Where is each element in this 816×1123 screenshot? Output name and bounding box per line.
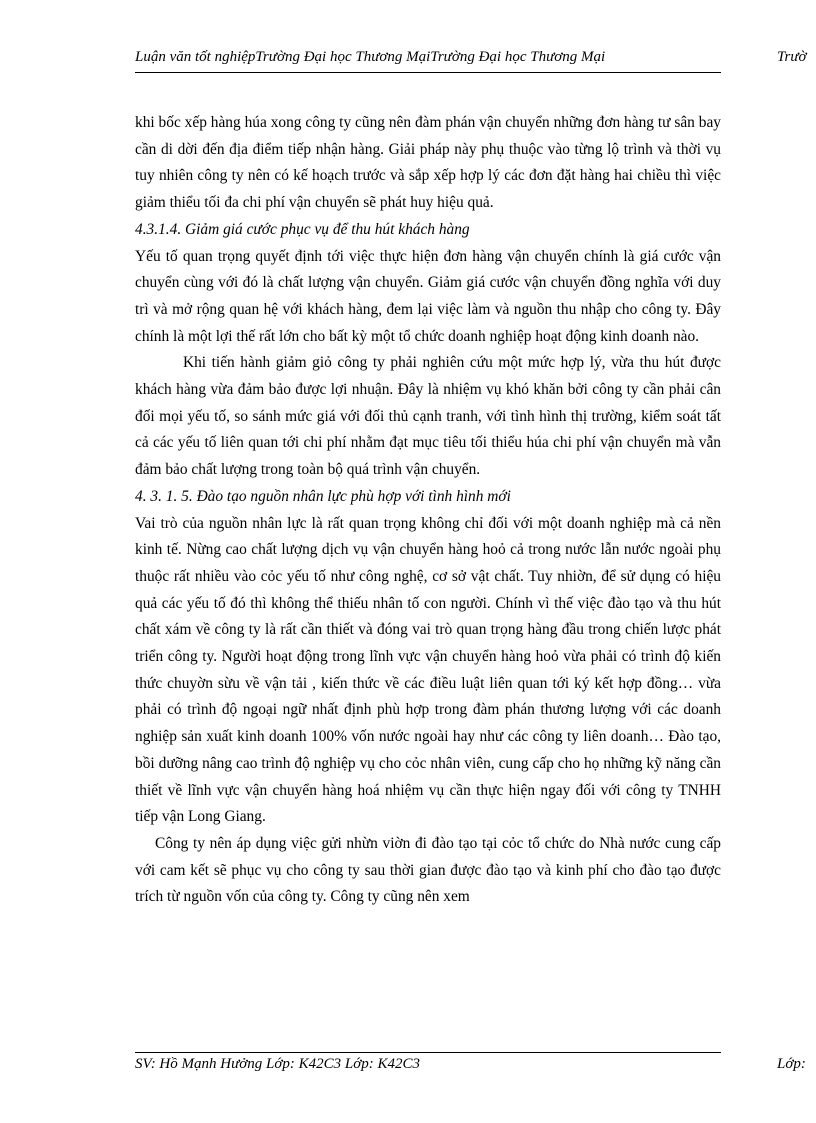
- section-heading-4-3-1-5: 4. 3. 1. 5. Đào tạo nguồn nhân lực phù hợp với tình hình mới: [135, 487, 511, 505]
- paragraph-staff-training: Công ty nên áp dụng việc gửi nhừn viờn đi đào tạo tại cỏc tổ chức do Nhà nước cung cấp với cam kết sẽ phục vụ cho công ty sau thời gian được đào tạo và kinh phí cho đào tạo được trích từ nguồn vốn của công ty. Công ty cũng nên xem: [135, 834, 721, 906]
- document-body: [135, 110, 721, 911]
- header-divider: [135, 72, 721, 73]
- page-header: [135, 46, 816, 72]
- paragraph-human-resources: Vai trò của nguồn nhân lực là rất quan trọng không chỉ đối với một doanh nghiệp mà cả nền kinh tế. Nừng cao chất lượng dịch vụ vận chuyển hàng hoỏ cả trong nước lẫn nước ngoài phụ thuộc rất nhiều vào cỏc yếu tố như công nghệ, cơ sở vật chất. Tuy nhiờn, để sử dụng có hiệu quả các yếu tố đó thì không thể thiếu nhân tố con người. Chính vì thế việc đào tạo và thu hút chất xám về công ty là rất cần thiết và đóng vai trò quan trọng hàng đầu trong chiến lược phát triển công ty. Người hoạt động trong lĩnh vực vận chuyển hàng hoỏ vừa phải có trình độ kiến thức chuyờn sừu về vận tải , kiến thức về các điều luật liên quan tới ký kết hợp đồng… vừa phải có trình độ ngoại ngữ nhất định phù hợp trong đàm phán thương lượng với các doanh nghiệp sản xuất kinh doanh 100% vốn nước ngoài hay như các công ty liên doanh… Đào tạo, bồi dưỡng nâng cao trình độ nghiệp vụ cho cỏc nhân viên, cung cấp cho họ những kỹ năng cần thiết về lĩnh vực vận chuyển hàng hoá nhiệm vụ cần thực hiện ngay đối với công ty TNHH tiếp vận Long Giang.: [135, 514, 721, 826]
- footer-class-overflow: Lớp:: [777, 1056, 806, 1072]
- header-title: Luận văn tốt nghiệpTrường Đại học Thương MạiTrường Đại học Thương Mại: [135, 49, 606, 65]
- header-title-overflow: Trườ: [777, 49, 807, 65]
- paragraph-freight-price: Yếu tố quan trọng quyết định tới việc thực hiện đơn hàng vận chuyển chính là giá cước vận chuyển cùng với đó là chất lượng vận chuyển. Giảm giá cước vận chuyển đồng nghĩa với duy trì và mở rộng quan hệ với khách hàng, đem lại việc làm và nguồn thu nhập cho công ty. Đây chính là một lợi thế rất lớn cho bất kỳ một tổ chức doanh nghiệp hoạt động kinh doanh nào.: [135, 247, 721, 345]
- paragraph-transport-planning: khi bốc xếp hàng húa xong công ty cũng nên đàm phán vận chuyển những đơn hàng tư sân bay cần di dời đến địa điểm tiếp nhận hàng. Giải pháp này phụ thuộc vào từng lộ trình và thời vụ tuy nhiên công ty nên có kế hoạch trước và sắp xếp hợp lý các đơn đặt hàng hai chiều thì việc giảm thiểu tối đa chi phí vận chuyển sẽ phát huy hiệu quả.: [135, 114, 721, 212]
- footer-divider: [135, 1052, 721, 1053]
- section-heading-4-3-1-4: 4.3.1.4. Giảm giá cước phục vụ để thu hút khách hàng: [135, 220, 470, 238]
- footer-student-info: SV: Hồ Mạnh Hưởng Lớp: K42C3 Lớp: K42C3: [135, 1056, 420, 1072]
- page-footer: [135, 1056, 816, 1080]
- paragraph-price-reduction: Khi tiến hành giảm giỏ công ty phải nghiên cứu một mức hợp lý, vừa thu hút được khách hàng vừa đảm bảo được lợi nhuận. Đây là nhiệm vụ khó khăn bởi công ty cần phải cân đối mọi yếu tố, so sánh mức giá với đối thủ cạnh tranh, với tình hình thị trường, kiểm soát tất cả các yếu tố liên quan tới chi phí nhằm đạt mục tiêu tối thiểu húa chi phí vận chuyển mà vẫn đảm bảo chất lượng trong toàn bộ quá trình vận chuyển.: [135, 354, 721, 479]
